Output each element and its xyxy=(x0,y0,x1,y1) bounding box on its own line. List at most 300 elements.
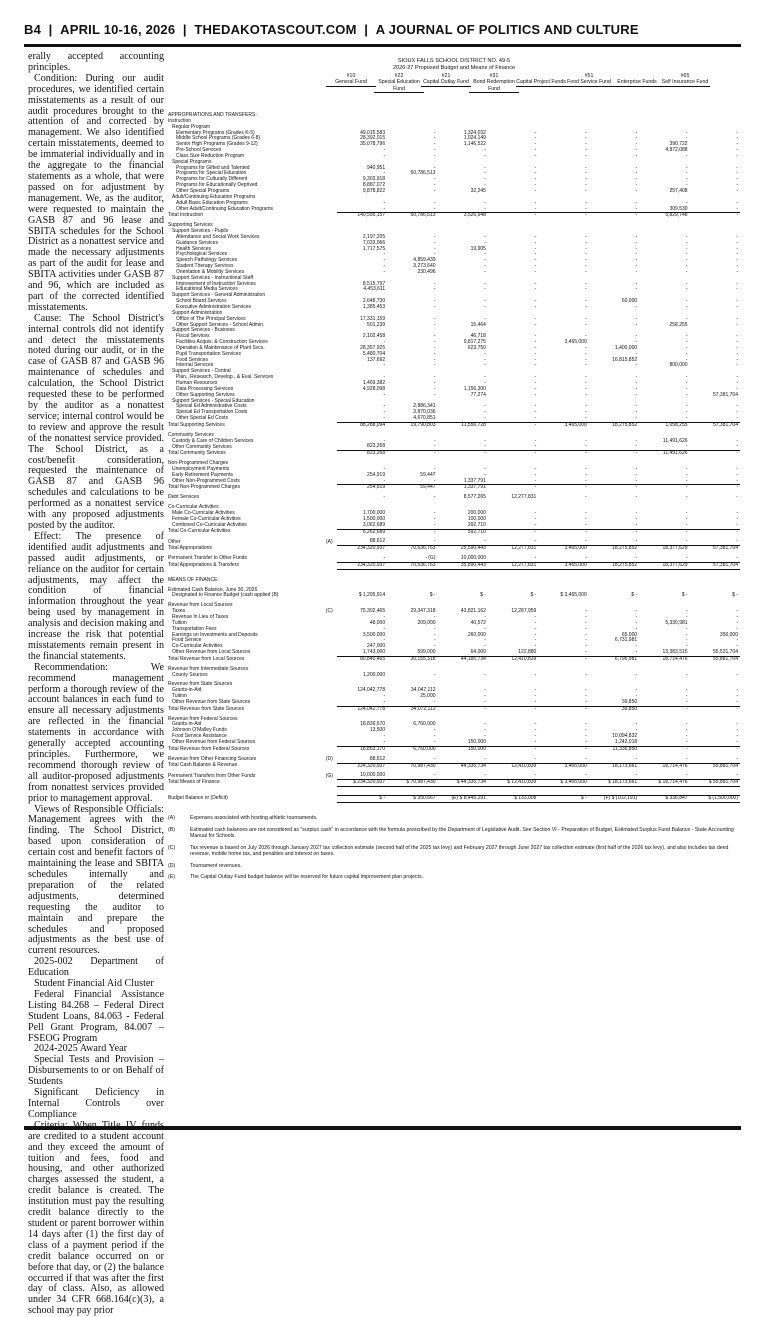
cell-value: 254,919 xyxy=(367,471,386,478)
cell-value: - xyxy=(534,280,537,287)
cell-value: - xyxy=(736,415,738,422)
cell-value: - xyxy=(685,344,688,351)
footnote-key: (A) xyxy=(168,814,175,821)
cell-value: - xyxy=(585,362,587,369)
cell-value: - xyxy=(685,135,688,142)
cell-value: - xyxy=(585,239,587,246)
cell-value: - xyxy=(589,529,639,535)
row-label: Tuition xyxy=(172,619,187,626)
cell-value: 4,859,439 xyxy=(413,257,436,264)
cell-value: - xyxy=(484,733,486,740)
cell-value: - xyxy=(585,555,587,562)
cell-value: - xyxy=(433,350,436,357)
cell-value: - xyxy=(433,251,436,258)
cell-value: $ 3,465,000 xyxy=(560,592,587,599)
cell-value: - xyxy=(383,268,386,275)
cell-value: - xyxy=(736,403,738,410)
column-header xyxy=(326,73,376,87)
cell-value: 12,277,831 xyxy=(488,562,538,569)
cell-value: - xyxy=(585,631,587,638)
cell-value: - xyxy=(736,385,738,392)
cell-value: - xyxy=(585,772,587,779)
cell-value: - xyxy=(585,176,587,183)
row-label: Fiscal Services xyxy=(176,333,210,340)
cell-value: (E) $ 8,445,291 xyxy=(438,796,488,803)
cell-value: - xyxy=(484,350,486,357)
cell-value: - xyxy=(736,135,738,142)
cell-value: 3,465,000 xyxy=(564,339,587,346)
cell-value: 57,381,704 xyxy=(712,391,738,398)
cell-value: - xyxy=(685,733,688,740)
cell-value: - xyxy=(635,239,638,246)
cell-value: 1,200,000 xyxy=(362,671,386,678)
cell-value: 4,872,088 xyxy=(665,147,688,154)
cell-value: - xyxy=(635,477,638,484)
cell-value: 25,590,443 xyxy=(438,546,488,552)
cell-value: - xyxy=(433,315,436,322)
row-label: Support Services - General Administration xyxy=(172,292,266,299)
cell-value: 18,377,629 xyxy=(639,562,689,569)
cell-value: - xyxy=(433,643,436,650)
cell-value: - xyxy=(685,687,688,694)
cell-value: - xyxy=(685,391,688,398)
cell-value: - xyxy=(484,538,486,545)
cell-value: 1,146,522 xyxy=(463,141,486,148)
cell-value: - xyxy=(635,391,638,398)
cell-value: 11,556,728 xyxy=(438,422,488,428)
row-label: Designated to Finance Budget (cash applied (B) xyxy=(172,592,279,599)
cell-value: - xyxy=(685,333,688,340)
cell-value: - xyxy=(685,721,688,728)
cell-value: $ - xyxy=(429,592,436,599)
cell-value: - xyxy=(736,755,738,762)
cell-value: - xyxy=(736,280,738,287)
cell-value: - xyxy=(585,494,587,501)
cell-value: - xyxy=(585,613,587,620)
row-label: Total Co-Curricular Activities xyxy=(168,528,231,535)
column-name: Capital Outlay Fund xyxy=(421,79,471,86)
masthead: B4 | APRIL 10-16, 2026 | THEDAKOTASCOUT.COM | A JOURNAL OF POLITICS AND CULTURE xyxy=(24,22,639,37)
cell-value: $ 350,667 xyxy=(387,796,437,803)
cell-value: - xyxy=(585,280,587,287)
row-note xyxy=(322,562,337,569)
cell-value: - xyxy=(585,333,587,340)
cell-value: - xyxy=(736,643,738,650)
cell-value: - xyxy=(685,350,688,357)
row-label: Pupil Transportation Services xyxy=(176,350,242,357)
cell-value: - xyxy=(635,315,638,322)
cell-value: 55,531,704 xyxy=(712,649,738,656)
cell-value: - xyxy=(534,739,537,745)
cell-value: - xyxy=(534,643,537,650)
cell-value: 6,262,689 xyxy=(337,529,387,535)
cell-value: 6,796,981 xyxy=(589,656,639,662)
row-label: Adult Basic Education Programs xyxy=(176,199,248,206)
row-label: Total Appropriations & Transfers xyxy=(168,561,239,568)
cell-value: - xyxy=(635,437,638,444)
cell-value: - xyxy=(383,693,386,700)
cell-value: - xyxy=(383,152,386,159)
column-header xyxy=(564,73,614,87)
cell-value: - xyxy=(383,637,386,644)
cell-value: - xyxy=(685,257,688,264)
row-label: Food Service xyxy=(172,637,202,644)
cell-value: - xyxy=(534,555,537,562)
cell-value: 18,173,661 xyxy=(589,763,639,769)
cell-value: 32,245 xyxy=(470,187,486,194)
cell-value: - xyxy=(534,625,537,632)
cell-value: 65,000 xyxy=(621,631,638,638)
cell-value: - xyxy=(484,374,486,381)
cell-value: - xyxy=(585,510,587,516)
cell-value: - xyxy=(534,182,537,189)
cell-value: 19,790,803 xyxy=(387,422,437,428)
cell-value: - xyxy=(534,698,537,705)
cell-value: 209,000 xyxy=(417,619,436,626)
cell-value: - xyxy=(534,671,537,678)
cell-value: - xyxy=(484,263,486,270)
cell-value: 70,987,430 xyxy=(387,763,437,769)
cell-value: 1,469,382 xyxy=(362,379,386,386)
cell-value: - xyxy=(635,245,638,252)
cell-value: - xyxy=(534,515,537,522)
row-label: Facilities Acquis. & Construction Services xyxy=(176,339,268,346)
article-paragraph: 2024-2025 Award Year xyxy=(34,1043,127,1055)
cell-value: - xyxy=(488,529,538,535)
article-paragraph: Special Tests and Provision – Disbursements to or on Behalf of Students xyxy=(28,1054,164,1088)
cell-value: - xyxy=(433,739,436,745)
cell-value: $ 18,714,476 xyxy=(639,780,689,787)
cell-value: - xyxy=(635,721,638,728)
cell-value: $ (1,500,000) xyxy=(690,796,740,803)
cell-value: - xyxy=(484,205,486,212)
cell-value: - xyxy=(534,233,537,240)
row-label: Health Services xyxy=(176,245,212,252)
cell-value: - xyxy=(635,619,638,626)
cell-value: - xyxy=(685,263,688,270)
footnote-text: Expenses associated with hosting athletic tournaments. xyxy=(190,814,318,821)
cell-value: - xyxy=(585,286,587,293)
cell-value: - xyxy=(690,706,740,712)
cell-value: - xyxy=(585,739,587,745)
cell-value: - xyxy=(488,422,538,428)
cell-value: - xyxy=(635,521,638,528)
cell-value: - xyxy=(736,350,738,357)
cell-value: $ - xyxy=(337,796,387,803)
cell-value: - xyxy=(387,451,437,457)
cell-value: - xyxy=(685,471,688,478)
cell-value: - xyxy=(538,529,588,535)
cell-value: 599,000 xyxy=(417,649,436,656)
row-label: Instruction xyxy=(168,117,192,124)
column-name: Special Education Fund xyxy=(374,79,424,93)
cell-value: - xyxy=(433,141,436,148)
cell-value: 3,273,640 xyxy=(413,263,436,270)
cell-value: - xyxy=(484,251,486,258)
cell-value: 234,320,937 xyxy=(337,562,387,569)
cell-value: (F) $ (102,191) xyxy=(589,796,639,803)
row-label: Permanent Transfer to Other Funds xyxy=(168,555,247,562)
cell-value: - xyxy=(484,698,486,705)
cell-value: - xyxy=(635,515,638,522)
cell-value: - xyxy=(585,205,587,212)
cell-value: - xyxy=(635,687,638,694)
cell-value: $ 336,847 xyxy=(639,796,689,803)
bottom-rule xyxy=(24,1126,741,1130)
cell-value: - xyxy=(685,698,688,705)
row-label: Community Services xyxy=(168,431,214,438)
cell-value: - xyxy=(534,141,537,148)
cell-value: - xyxy=(736,170,738,177)
cell-value: 3,465,000 xyxy=(538,546,588,552)
row-label: Support Services - Special Education xyxy=(172,397,255,404)
cell-value: - xyxy=(484,147,486,154)
cell-value: - xyxy=(383,391,386,398)
row-label: Special Programs xyxy=(172,158,212,165)
cell-value: - xyxy=(635,415,638,422)
budget-table xyxy=(168,113,740,803)
row-label: Support Services - Instructional Staff xyxy=(172,274,254,281)
cell-value: - xyxy=(585,465,587,472)
cell-value: - xyxy=(484,164,486,171)
cell-value: - xyxy=(433,233,436,240)
cell-value: - xyxy=(433,298,436,305)
cell-value: - xyxy=(635,176,638,183)
cell-value: - xyxy=(690,746,740,752)
cell-value: - xyxy=(736,333,738,340)
cell-value: - xyxy=(433,135,436,142)
cell-value: - xyxy=(383,698,386,705)
cell-value: 7,033,066 xyxy=(362,239,386,246)
cell-value: 18,714,476 xyxy=(639,763,689,769)
cell-value: - xyxy=(484,233,486,240)
row-label: Human Resources xyxy=(176,379,218,386)
cell-value: - xyxy=(635,286,638,293)
row-label: Tuition xyxy=(172,693,187,700)
row-label: Pre-School Services xyxy=(176,147,222,154)
cell-value: - xyxy=(484,280,486,287)
cell-value: - xyxy=(438,706,488,712)
row-label: Grants-in-Aid xyxy=(172,721,202,728)
cell-value: 18,377,629 xyxy=(639,546,689,552)
table-row xyxy=(168,780,740,787)
cell-value: 2,648,730 xyxy=(362,298,386,305)
row-label: Grants-in-Aid xyxy=(172,687,202,694)
row-label: Total Means of Finance xyxy=(168,779,220,786)
cell-value: - xyxy=(585,379,587,386)
cell-value: - xyxy=(538,485,588,491)
cell-value: - xyxy=(534,205,537,212)
cell-value: - xyxy=(585,315,587,322)
cell-value: - xyxy=(534,187,537,194)
cell-value: - xyxy=(736,147,738,154)
cell-value: - xyxy=(484,315,486,322)
tagline: A JOURNAL OF POLITICS AND CULTURE xyxy=(375,22,639,37)
cell-value: - xyxy=(484,443,486,450)
cell-value: - xyxy=(433,538,436,545)
cell-value: 44,335,734 xyxy=(438,763,488,769)
footnote xyxy=(168,827,740,840)
cell-value: 1,324,032 xyxy=(463,129,486,136)
cell-value: - xyxy=(685,465,688,472)
cell-value: - xyxy=(484,465,486,472)
cell-value: - xyxy=(534,251,537,258)
cell-value: - xyxy=(433,671,436,678)
cell-value: - xyxy=(534,362,537,369)
cell-value: - xyxy=(433,631,436,638)
cell-value: - xyxy=(635,494,638,501)
cell-value: - xyxy=(585,251,587,258)
cell-value: - xyxy=(534,263,537,270)
cell-value: - xyxy=(736,257,738,264)
cell-value: - xyxy=(685,693,688,700)
cell-value: 34,047,112 xyxy=(410,687,436,694)
row-label: Total Revenue from State Sources xyxy=(168,705,245,712)
cell-value: - xyxy=(736,409,738,416)
cell-value: 260,000 xyxy=(467,631,486,638)
cell-value: - xyxy=(538,451,588,457)
cell-value: 25,000 xyxy=(420,693,436,700)
cell-value: - xyxy=(433,437,436,444)
cell-value: 57,381,704 xyxy=(690,562,740,569)
cell-value: - xyxy=(484,356,486,363)
cell-value: - xyxy=(736,471,738,478)
cell-value: 1,700,000 xyxy=(362,510,386,516)
cell-value: 6,760,000 xyxy=(413,721,436,728)
row-label: Other Supporting Services xyxy=(176,391,235,398)
cell-value: 6,760,000 xyxy=(387,746,437,752)
cell-value: - xyxy=(685,625,688,632)
cell-value: - xyxy=(383,555,386,562)
cell-value: 247,000 xyxy=(367,643,386,650)
cell-value: - xyxy=(585,304,587,310)
row-label: Orientation & Mobility Services xyxy=(176,268,245,275)
cell-value: - xyxy=(736,315,738,322)
cell-value: - xyxy=(488,485,538,491)
cell-value: 124,042,778 xyxy=(337,706,387,712)
cell-value: - xyxy=(585,403,587,410)
column-header xyxy=(612,73,662,87)
cell-value: - xyxy=(635,555,638,562)
cell-value: - xyxy=(383,147,386,154)
cell-value: - xyxy=(736,268,738,275)
column-name: Food Service Fund xyxy=(564,79,614,86)
cell-value: - xyxy=(736,515,738,522)
cell-value: - xyxy=(685,409,688,416)
cell-value: - xyxy=(484,170,486,177)
row-label: Plan., Research, Develop., & Eval. Services xyxy=(176,374,274,381)
cell-value: - xyxy=(589,213,639,219)
cell-value: 200,000 xyxy=(467,510,486,516)
cell-value: - xyxy=(534,129,537,136)
row-label: Other Community Services xyxy=(172,443,232,450)
cell-value: - xyxy=(736,239,738,246)
cell-value: - xyxy=(534,245,537,252)
cell-value: - xyxy=(383,739,386,745)
cell-value: - xyxy=(690,529,740,535)
row-label: Johnson O'Malley Funds xyxy=(172,727,227,734)
cell-value: - xyxy=(534,631,537,638)
article-paragraph: Cause: The School District's internal controls did not identify and detect the misstatements noted during our audit, or in the case of GASB 87 and GASB 96 maintenance of schedules and calculation, the School District requested these to be performed by the auditor as a nonattest service; internal control would be to review and approve the result of the nonattest service provided. The School District, as a cost/benefit consideration, requested the maintenance of GASB 87 and GASB 96 schedules and calculations to be performed as a nonattest service with any proposed adjustments posted by the auditor. xyxy=(28,312,164,531)
cell-value: $ - xyxy=(631,592,638,599)
cell-value: 6,731,981 xyxy=(614,637,638,644)
cell-value: - xyxy=(433,733,436,740)
cell-value: - xyxy=(534,619,537,626)
cell-value: - xyxy=(585,443,587,450)
cell-value: - xyxy=(433,443,436,450)
cell-value: 77,274 xyxy=(470,391,486,398)
cell-value: 3,465,000 xyxy=(538,422,588,428)
cell-value: - xyxy=(433,510,436,516)
cell-value: 823,268 xyxy=(367,443,386,450)
row-label: Total Supporting Services xyxy=(168,421,225,428)
table-row xyxy=(168,562,740,569)
footnote-text: Estimated cash balances are not considered as "surplus cash" in accordance with the formula prescribed by the Department of Legislative Audit. See Section VI - Preparation of Budget, Estimated Surplus Fund Balance - State Accounting Manual for Schools. xyxy=(190,826,734,840)
row-label: Special Ed Administrative Costs xyxy=(176,403,247,410)
row-label: Speech Pathology Services xyxy=(176,257,238,264)
cell-value: - xyxy=(736,613,738,620)
cell-value: 309,530 xyxy=(669,205,688,212)
row-label: APPROPRIATIONS AND TRANSFERS: xyxy=(168,112,257,118)
cell-value: - xyxy=(484,239,486,246)
footnote-text: Tax revenue is based on July 2026 through January 2027 tax collection estimate (second half of the 2025 tax levy) and February 2027 through June 2027 tax collection estimate (first half of the 2026 tax levy), and also includes tax deed revenue, mobile home tax, and penalties and interest on taxes. xyxy=(190,844,729,858)
cell-value: - xyxy=(585,356,587,363)
cell-value: - xyxy=(433,625,436,632)
cell-value: 75,302,465 xyxy=(360,608,386,615)
row-label: Support Services - Pupils xyxy=(172,228,229,235)
row-label: Estimated Cash Balance, June 30, 2026 xyxy=(168,586,258,593)
cell-value: 8,887,072 xyxy=(362,182,386,189)
cell-value: - xyxy=(685,637,688,644)
cell-value: - xyxy=(433,152,436,159)
cell-value: - xyxy=(383,733,386,740)
cell-value: 11,491,626 xyxy=(639,451,689,457)
cell-value: - xyxy=(635,693,638,700)
budget-district: SIOUX FALLS SCHOOL DISTRICT NO. 49-5 xyxy=(397,58,511,64)
cell-value: $ 55,881,704 xyxy=(690,780,740,787)
cell-value: 10,094,832 xyxy=(612,733,638,740)
cell-value: 18,839,670 xyxy=(360,721,386,728)
cell-value: - xyxy=(433,304,436,310)
cell-value: 11,491,626 xyxy=(662,437,688,444)
cell-value: - xyxy=(534,315,537,322)
cell-value: - xyxy=(635,510,638,516)
cell-value: - xyxy=(585,263,587,270)
row-label: Food Service Assistance xyxy=(172,733,227,740)
cell-value: - xyxy=(433,379,436,386)
row-label: Supporting Services xyxy=(168,222,213,229)
cell-value: 80,840,465 xyxy=(337,656,387,662)
row-label: Custody & Care of Children Services xyxy=(172,437,254,444)
cell-value: 137,692 xyxy=(367,356,386,363)
cell-value: - xyxy=(534,152,537,159)
cell-value: - xyxy=(383,263,386,270)
cell-value: - xyxy=(534,321,537,328)
cell-value: - xyxy=(383,437,386,444)
cell-value: - xyxy=(433,321,436,328)
cell-value: 9,303,918 xyxy=(362,176,386,183)
cell-value: - xyxy=(685,671,688,678)
cell-value: - xyxy=(685,385,688,392)
cell-value: $ - xyxy=(538,796,588,803)
cell-value: - xyxy=(635,350,638,357)
cell-value: - xyxy=(639,746,689,752)
row-note: (A) xyxy=(326,538,333,545)
cell-value: - xyxy=(433,147,436,154)
cell-value: - xyxy=(685,199,688,206)
cell-value: 59,447 xyxy=(420,471,436,478)
cell-value: - xyxy=(635,443,638,450)
